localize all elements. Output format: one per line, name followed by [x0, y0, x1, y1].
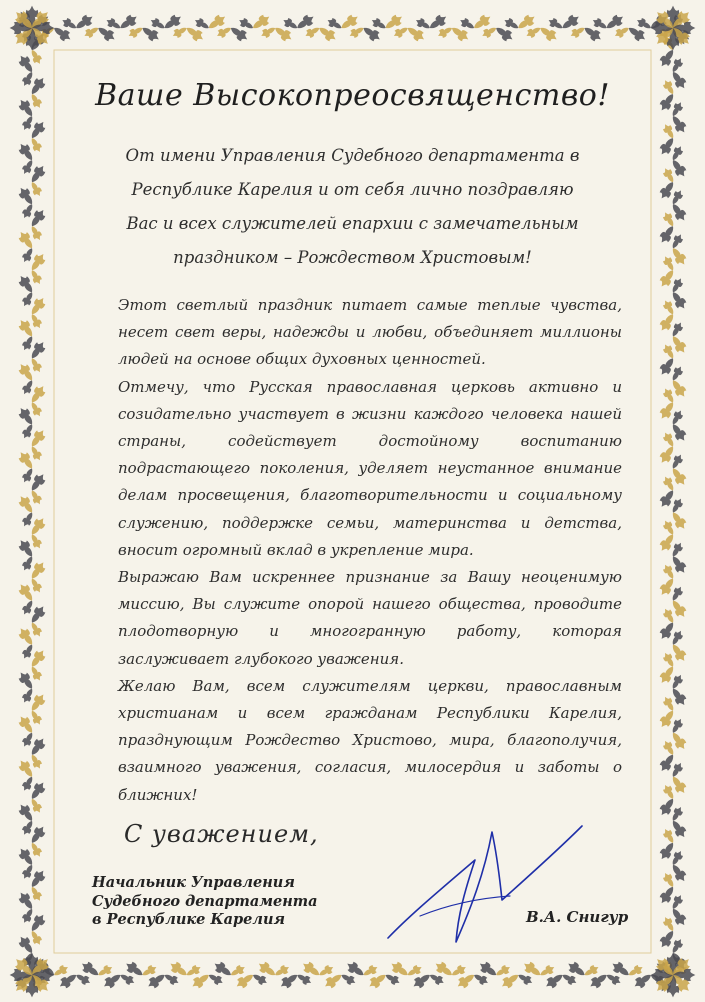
paragraph-4: Желаю Вам, всем служителям церкви, православным христианам и всем гражданам Республики Карелия, празднующим Рождество Христово, мира, благополучия, взаимного уважения, согласия, милосердия и заботы о ближних!: [118, 676, 622, 804]
intro-line-4: праздником – Рождеством Христовым!: [173, 248, 532, 267]
letter-body: [118, 292, 622, 809]
intro-line-1: От имени Управления Судебного департамента в: [125, 146, 580, 165]
position-line-3: в Республике Карелия: [92, 911, 286, 928]
closing-greeting: С уважением,: [124, 820, 319, 848]
position-line-2: Судебного департамента: [92, 892, 318, 910]
signatory-position: [92, 874, 318, 930]
paragraph-1: Этот светлый праздник питает самые теплые чувства, несет свет веры, надежды и любви, объединяет миллионы людей на основе общих духовных ценностей.: [118, 296, 622, 369]
intro-line-2: Республике Карелия и от себя лично поздравляю: [131, 180, 574, 199]
paragraph-2: Отмечу, что Русская православная церковь активно и созидательно участвует в жизни каждого человека нашей страны, содействует достойному воспитанию подрастающего поколения, уделяет неустанное внимание делам просвещения, благотворительности и социальному служению, поддержке семьи, материнства и детства, вносит огромный вклад в укрепление мира.: [118, 377, 622, 559]
intro-line-3: Вас и всех служителей епархии с замечательным: [126, 214, 579, 233]
handwritten-signature-icon: [380, 820, 590, 950]
paragraph-3: Выражаю Вам искреннее признание за Вашу неоценимую миссию, Вы служите опорой нашего общества, проводите плодотворную и многогранную работу, которая заслуживает глубокого уважения.: [118, 568, 622, 668]
position-line-1: Начальник Управления: [92, 874, 295, 891]
letter-title: Ваше Высокопреосвященство!: [95, 78, 610, 113]
signatory-name: В.А. Снигур: [526, 908, 629, 926]
